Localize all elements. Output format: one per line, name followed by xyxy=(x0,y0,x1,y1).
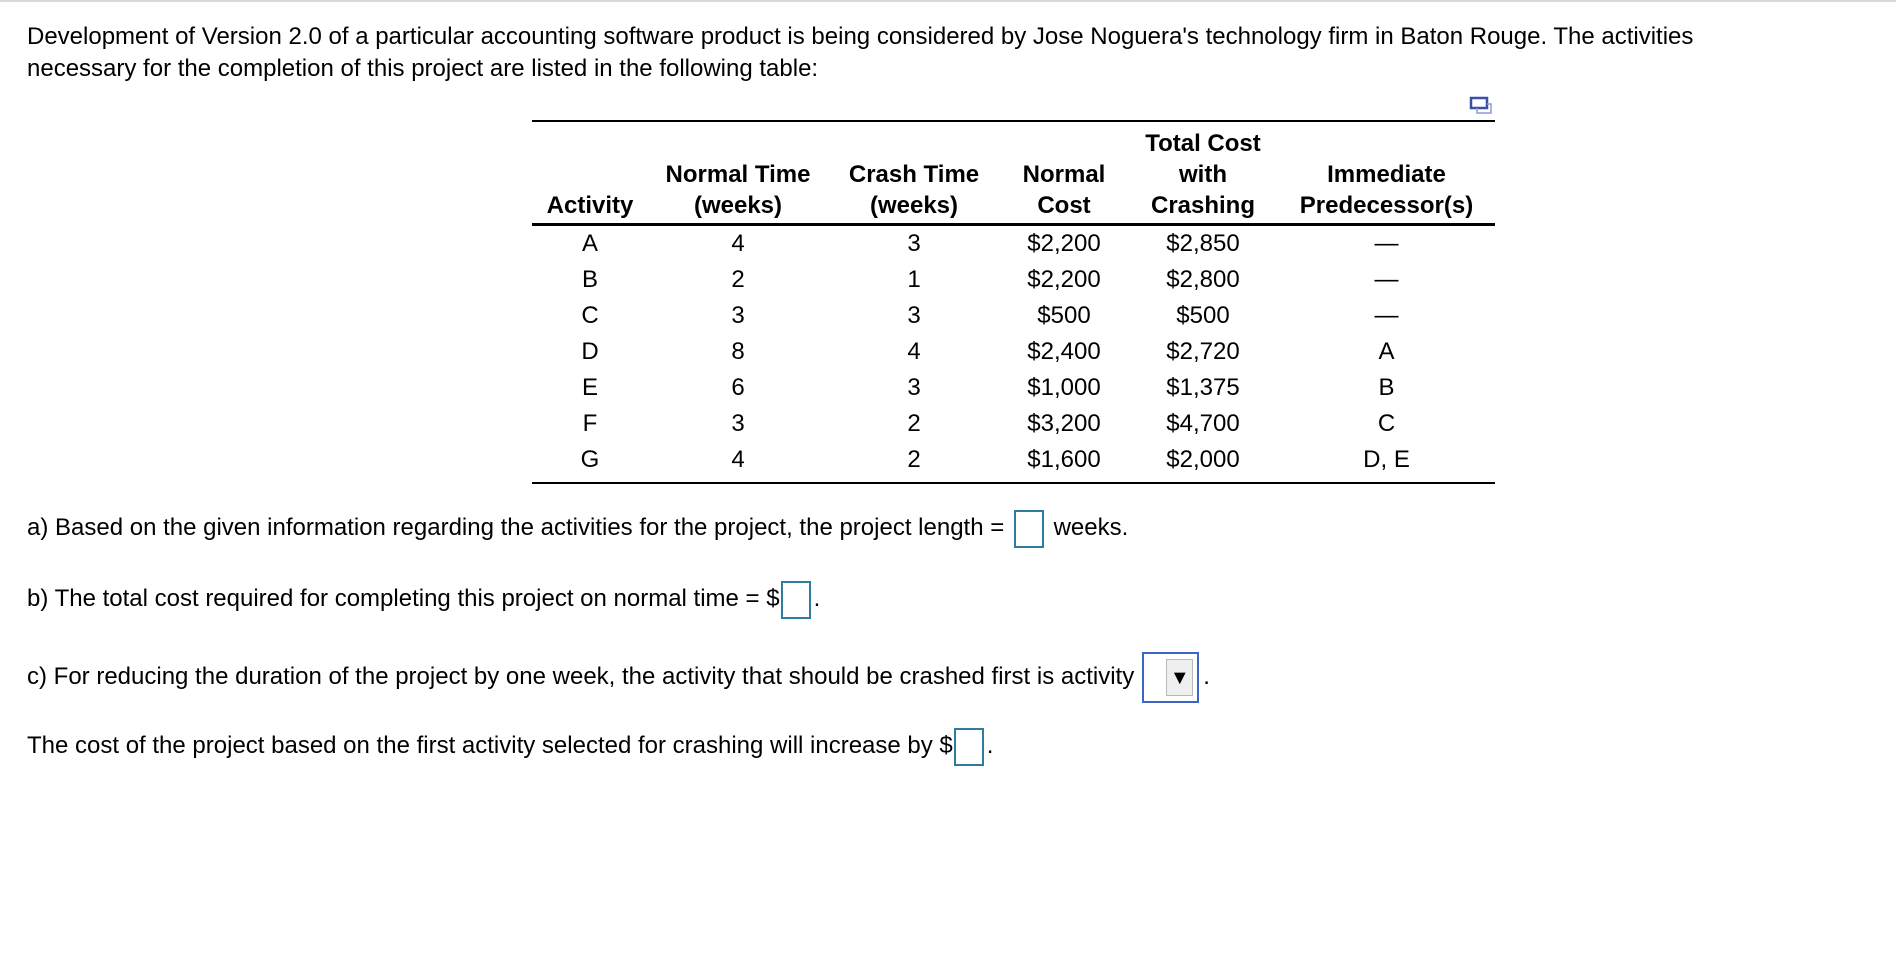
cell-crash-time: 2 xyxy=(907,446,921,473)
header-line: Crashing xyxy=(1150,192,1255,219)
cell-activity: G xyxy=(580,446,600,473)
cell-normal-time: 6 xyxy=(731,374,745,401)
header-activity xyxy=(532,121,648,225)
project-length-input[interactable] xyxy=(1014,510,1044,548)
cell-crash-time: 3 xyxy=(907,374,921,401)
question-b-suffix: . xyxy=(813,585,821,612)
cell-activity: E xyxy=(581,374,598,401)
question-d-text: The cost of the project based on the first activity selected for crashing will increase by $ xyxy=(27,732,953,759)
cost-increase-input[interactable] xyxy=(954,728,984,766)
cell-activity: B xyxy=(581,266,598,293)
header-line: Total Cost xyxy=(1145,130,1261,157)
header-crash-time xyxy=(828,121,1000,225)
question-d xyxy=(27,726,993,766)
cell-crash-cost: $2,720 xyxy=(1166,338,1240,365)
cell-predecessors: D, E xyxy=(1363,446,1410,473)
cell-predecessors: B xyxy=(1378,374,1395,401)
cell-normal-cost: $500 xyxy=(1037,302,1091,329)
cell-normal-time: 8 xyxy=(731,338,745,365)
cell-crash-cost: $2,850 xyxy=(1166,230,1240,257)
cell-normal-time: 4 xyxy=(731,230,745,257)
cell-crash-cost: $2,000 xyxy=(1166,446,1240,473)
cell-predecessors: — xyxy=(1374,230,1399,257)
question-c xyxy=(27,652,1210,703)
cell-normal-time: 2 xyxy=(731,266,745,293)
header-line: Cost xyxy=(1037,192,1091,219)
table-row xyxy=(532,298,1495,334)
cell-crash-time: 4 xyxy=(907,338,921,365)
question-a-suffix: weeks. xyxy=(1053,514,1129,541)
header-normal-time xyxy=(648,121,828,225)
cell-predecessors: A xyxy=(1378,338,1395,365)
question-c-text: c) For reducing the duration of the project by one week, the activity that should be crashed first is activity xyxy=(27,662,1135,690)
header-line: Normal xyxy=(1022,161,1106,188)
header-line: (weeks) xyxy=(693,192,783,219)
cell-crash-time: 2 xyxy=(907,410,921,437)
table-row xyxy=(532,225,1495,263)
question-d-suffix: . xyxy=(986,732,994,759)
cell-predecessors: C xyxy=(1377,410,1396,437)
question-a-text: a) Based on the given information regarding the activities for the project, the project length = xyxy=(27,514,1005,541)
cell-predecessors: — xyxy=(1374,302,1399,329)
table-row xyxy=(532,442,1495,483)
cell-activity: A xyxy=(581,230,598,257)
question-b-text: b) The total cost required for completing this project on normal time = $ xyxy=(27,585,780,612)
table-row xyxy=(532,406,1495,442)
normal-total-cost-input[interactable] xyxy=(781,581,811,619)
table-row xyxy=(532,334,1495,370)
cell-normal-time: 3 xyxy=(731,302,745,329)
activities-table xyxy=(532,120,1495,484)
header-total-cost-crashing xyxy=(1128,121,1278,225)
header-line: Immediate xyxy=(1327,161,1446,188)
table-header-row xyxy=(532,121,1495,225)
cell-crash-cost: $2,800 xyxy=(1166,266,1240,293)
intro-line-2: necessary for the completion of this project are listed in the following table: xyxy=(27,55,819,82)
cell-normal-cost: $2,400 xyxy=(1027,338,1101,365)
cell-crash-cost: $1,375 xyxy=(1166,374,1240,401)
header-normal-cost xyxy=(1000,121,1128,225)
cell-normal-cost: $3,200 xyxy=(1027,410,1101,437)
header-predecessors xyxy=(1278,121,1495,225)
crash-activity-dropdown[interactable] xyxy=(1142,652,1199,703)
cell-crash-cost: $4,700 xyxy=(1166,410,1240,437)
header-line: Predecessor(s) xyxy=(1299,192,1474,219)
header-line: Activity xyxy=(546,192,634,219)
cell-normal-cost: $2,200 xyxy=(1027,266,1101,293)
header-line: (weeks) xyxy=(869,192,959,219)
intro-line-1: Development of Version 2.0 of a particular accounting software product is being considered by Jose Noguera's technology firm in Baton Rouge. The activities xyxy=(27,23,1694,50)
table-row xyxy=(532,370,1495,406)
cell-crash-cost: $500 xyxy=(1176,302,1230,329)
question-b xyxy=(27,579,820,619)
cell-predecessors: — xyxy=(1374,266,1399,293)
cell-activity: D xyxy=(581,338,599,365)
cell-normal-cost: $1,000 xyxy=(1027,374,1101,401)
question-a xyxy=(27,508,1128,548)
cell-normal-cost: $1,600 xyxy=(1027,446,1101,473)
header-line: Crash Time xyxy=(848,161,980,188)
copy-table-icon[interactable] xyxy=(1469,96,1493,116)
cell-activity: F xyxy=(582,410,598,437)
dropdown-arrow-icon[interactable]: ▼ xyxy=(1166,659,1193,696)
cell-crash-time: 3 xyxy=(907,230,921,257)
cell-activity: C xyxy=(581,302,599,329)
top-border xyxy=(0,0,1896,2)
header-line: Normal Time xyxy=(665,161,811,188)
cell-normal-time: 4 xyxy=(731,446,745,473)
problem-intro xyxy=(27,21,1693,85)
header-line: with xyxy=(1179,161,1227,188)
question-c-suffix: . xyxy=(1203,662,1210,690)
cell-crash-time: 1 xyxy=(907,266,921,293)
table-row xyxy=(532,262,1495,298)
cell-crash-time: 3 xyxy=(907,302,921,329)
cell-normal-time: 3 xyxy=(731,410,745,437)
cell-normal-cost: $2,200 xyxy=(1027,230,1101,257)
